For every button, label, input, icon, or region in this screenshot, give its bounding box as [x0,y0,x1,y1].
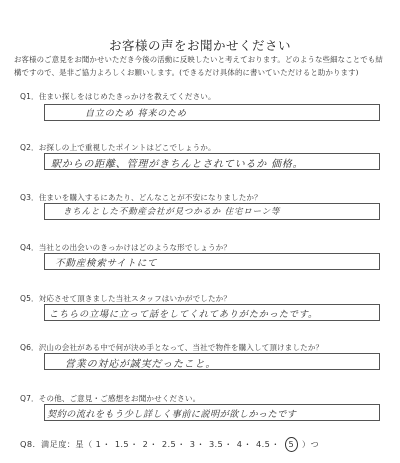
rating-option: 4.5 [256,439,271,449]
question-7-answer: 契約の流れをもう少し詳しく事前に説明が欲しかったです [47,409,297,420]
satisfaction-label: Q8．満足度：星（ [20,439,93,449]
rating-option: 2.5 [161,439,177,449]
question-3-answer-box [44,203,380,220]
question-2-answer-box [44,153,380,170]
question-6-answer-box [44,353,380,370]
question-7-label: Q7．その他、ご意見・ご感想をお聞かせください。 [20,394,201,403]
question-7-answer-box [44,404,380,421]
satisfaction-rating: Q8．満足度：星（ 1・ 1.5・ 2・ 2.5・ 3・ 3.5・ 4・ 4.5・ 5 ）つ [20,437,319,452]
rating-option-selected: 5 [285,437,298,452]
rating-option: 3 [189,439,196,449]
question-2-label: Q2．お探しの上で重視したポイントはどこでしょうか。 [20,143,216,152]
rating-option: 1 [95,439,102,449]
intro-line-1: お客様のご意見をお聞かせいただき今後の活動に反映したいと考えております。どのような些細なことでも結 [14,55,383,64]
question-4-label: Q4．当社との出会いのきっかけはどのような形でしょうか？ [20,243,232,252]
rating-option: 2 [142,439,149,449]
question-6-answer: 営業の対応が誠実だったこと。 [65,359,217,370]
question-1-answer-box [44,104,380,121]
question-2-answer: 駅からの距離、管理がきちんとされているか 価格。 [51,159,304,170]
question-3-answer: きちんとした不動産会社が見つかるか 住宅ローン等 [63,207,281,217]
survey-title: お客様の声をお聞かせください [108,38,291,53]
rating-option: 4 [236,439,243,449]
question-6-label: Q6．沢山の会社がある中で何が決め手となって、当社で物件を購入して頂けましたか？ [20,343,324,352]
question-4-answer-box [44,253,380,270]
rating-option: 3.5 [208,439,224,449]
intro-line-2: 構ですので、是非ご協力よろしくお願いします。(できるだけ具体的に書いていただけると助かります) [14,67,359,77]
question-5-label: Q5．対応させて頂きました当社スタッフはいかがでしたか？ [20,294,232,303]
question-5-answer: こちらの立場に立って話をしてくれてありがたかったです。 [49,309,318,320]
survey-intro [14,54,390,79]
satisfaction-suffix: ）つ [301,439,320,449]
question-1-answer: 自立のため 将来のため [85,109,187,119]
question-4-answer: 不動産検索サイトにて [55,258,158,269]
question-3-label: Q3．住まいを購入するにあたり、どんなことが不安になりましたか？ [20,193,262,202]
question-1-label: Q1．住まい探しをはじめたきっかけを教えてください。 [20,92,216,101]
question-5-answer-box [44,304,380,321]
rating-option: 1.5 [114,439,130,449]
